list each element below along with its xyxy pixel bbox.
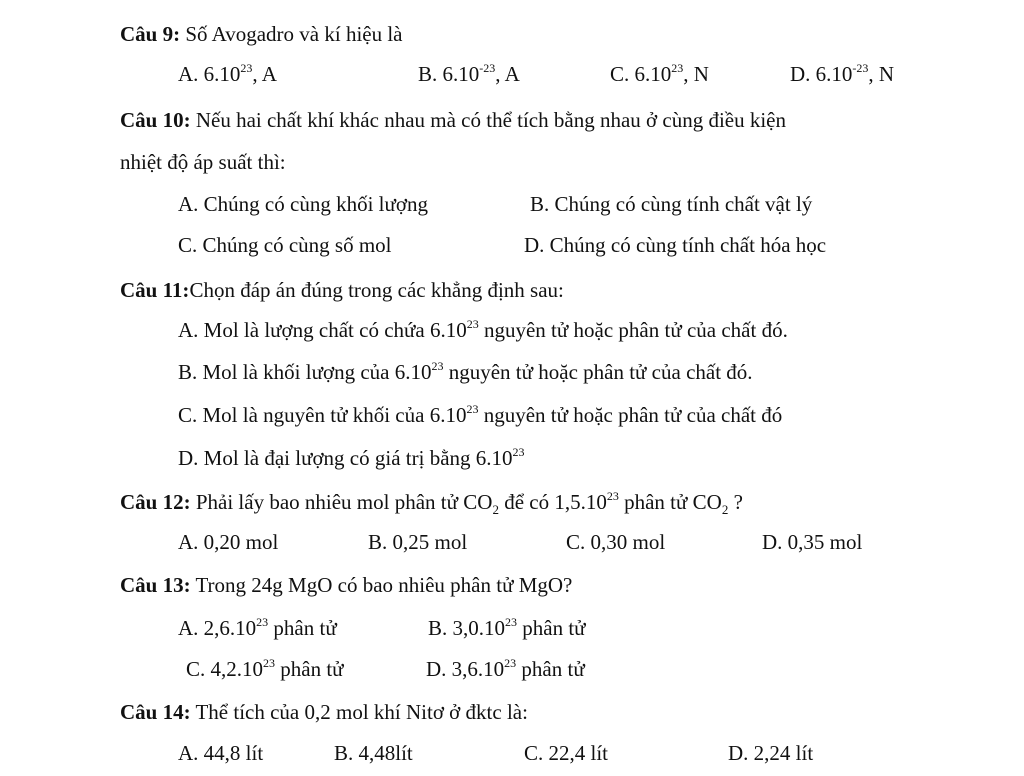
question-13-option-c: C. 4,2.10$^{23}$ phân tử xyxy=(186,656,344,681)
question-9-text: Số Avogadro và kí hiệu là xyxy=(180,22,403,46)
question-13-label: Câu 13: xyxy=(120,573,191,597)
question-13-option-b: B. 3,0.10$^{23}$ phân tử xyxy=(428,615,586,640)
question-10-option-b: B. Chúng có cùng tính chất vật lý xyxy=(530,192,813,216)
question-14-stem xyxy=(120,700,528,724)
question-12-option-c: C. 0,30 mol xyxy=(566,530,666,554)
question-11-stem xyxy=(120,278,564,302)
question-10-option-c: C. Chúng có cùng số mol xyxy=(178,233,392,257)
question-14-option-d: D. 2,24 lít xyxy=(728,741,814,765)
question-10-label: Câu 10: xyxy=(120,108,191,132)
question-9-option-a: A. 6.10$^{23}$, A xyxy=(178,61,277,86)
question-14-label: Câu 14: xyxy=(120,700,191,724)
question-14-option-c: C. 22,4 lít xyxy=(524,741,609,765)
question-13-option-d: D. 3,6.10$^{23}$ phân tử xyxy=(426,656,585,681)
question-10-text-line2: nhiệt độ áp suất thì: xyxy=(120,150,286,174)
question-14-option-a: A. 44,8 lít xyxy=(178,741,264,765)
question-11-option-b: B. Mol là khối lượng của 6.10$^{23}$ nguyên tử hoặc phân tử của chất đó. xyxy=(178,359,753,384)
question-10-option-a: A. Chúng có cùng khối lượng xyxy=(178,192,428,216)
question-11-option-d: D. Mol là đại lượng có giá trị bằng 6.10$^{23}$ xyxy=(178,445,525,470)
question-13-text: Trong 24g MgO có bao nhiêu phân tử MgO? xyxy=(190,573,573,597)
question-12-label: Câu 12: xyxy=(120,490,191,514)
question-9-label: Câu 9: xyxy=(120,22,181,46)
question-12-option-d: D. 0,35 mol xyxy=(762,530,863,554)
question-11-option-c: C. Mol là nguyên tử khối của 6.10$^{23}$ nguyên tử hoặc phân tử của chất đó xyxy=(178,402,783,427)
question-14-option-b: B. 4,48lít xyxy=(334,741,413,765)
question-11-option-a: A. Mol là lượng chất có chứa 6.10$^{23}$ nguyên tử hoặc phân tử của chất đó. xyxy=(178,317,788,342)
question-9-option-c: C. 6.10$^{23}$, N xyxy=(610,61,709,86)
question-13-option-a: A. 2,6.10$^{23}$ phân tử xyxy=(178,615,337,640)
question-10-text-line1: Nếu hai chất khí khác nhau mà có thể tích bằng nhau ở cùng điều kiện xyxy=(190,108,787,132)
question-14-text: Thể tích của 0,2 mol khí Nitơ ở đktc là: xyxy=(190,700,528,724)
question-10-stem xyxy=(120,108,786,132)
question-9-option-d: D. $6.10^{-23}$, N xyxy=(790,61,895,86)
question-12-option-b: B. 0,25 mol xyxy=(368,530,468,554)
question-10-option-d: D. Chúng có cùng tính chất hóa học xyxy=(524,233,827,257)
question-9-stem xyxy=(120,22,403,46)
question-11-text: Chọn đáp án đúng trong các khẳng định sau: xyxy=(189,278,564,302)
question-12-option-a: A. 0,20 mol xyxy=(178,530,279,554)
question-12-stem: Câu 12: Phải lấy bao nhiêu mol phân tử $CO_2$ để có 1,5.10$^{23}$ phân tử $CO_2$ ? xyxy=(120,489,743,517)
question-9-option-b: B. $6.10^{-23}$, A xyxy=(418,61,520,86)
question-13-stem xyxy=(120,573,572,597)
question-11-label: Câu 11: xyxy=(120,278,190,302)
